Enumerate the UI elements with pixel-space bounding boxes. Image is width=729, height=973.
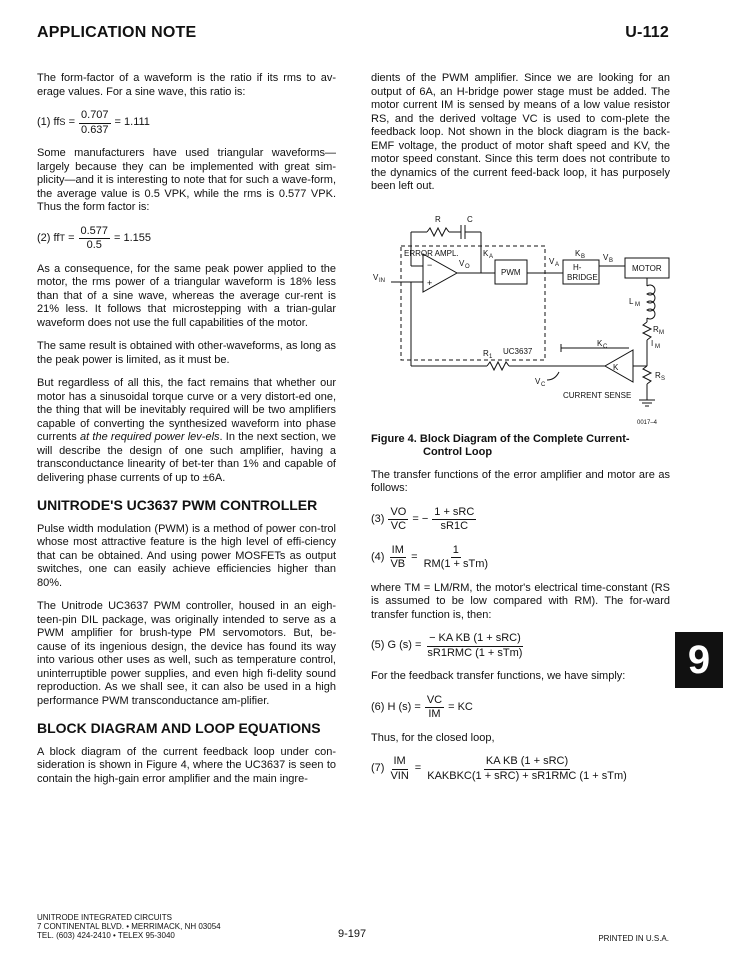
paragraph: For the feedback transfer functions, we have simply: — [371, 670, 626, 682]
equation-4: (4) $\frac{IM}{VB}$ = $\frac{1}{\text{RM(1 + sTm)}}$ — [371, 543, 489, 570]
svg-text:B: B — [581, 253, 586, 260]
error-amp-label: ERROR AMPL. — [404, 248, 459, 258]
equation-6: (6) H (s) = $\frac{VC}{IM}$ = KC — [371, 693, 473, 720]
svg-text:M: M — [635, 301, 640, 308]
paragraph: The transfer functions of the error amplifier and motor are as follows: — [371, 468, 670, 494]
svg-text:A: A — [555, 261, 560, 268]
footer-address: UNITRODE INTEGRATED CIRCUITS 7 CONTINENTAL BLVD. • MERRIMACK, NH 03054 TEL. (603) 424-2410 • TELEX 95-3040 — [37, 913, 221, 940]
svg-text:+: + — [427, 277, 433, 288]
equation-5: (5) G (s) = $\frac{\text{− KA KB (1 + sRC)}}{\text{sR1RMC (1 + sTm)}}$ — [371, 632, 523, 659]
h-bridge-label: BRIDGE — [567, 272, 598, 282]
right-column — [371, 72, 670, 793]
paragraph: Thus, for the closed loop, — [371, 731, 495, 744]
c-label: C — [467, 214, 473, 224]
svg-text:1: 1 — [489, 353, 493, 360]
svg-text:V: V — [459, 258, 465, 268]
section-heading: BLOCK DIAGRAM AND LOOP EQUATIONS — [37, 720, 321, 736]
paragraph: The same result is obtained with other-waveforms, as long as the peak power is limited, as it must be. — [37, 340, 336, 366]
block-diagram — [371, 204, 671, 429]
svg-text:I: I — [651, 338, 654, 348]
svg-text:R: R — [653, 324, 659, 334]
chip-label: UC3637 — [503, 346, 533, 356]
svg-text:R: R — [655, 370, 661, 380]
section-tab: 9 — [675, 632, 723, 688]
header-title: APPLICATION NOTE — [37, 24, 197, 41]
svg-text:L: L — [629, 296, 634, 306]
svg-text:M: M — [655, 343, 660, 350]
paragraph: Pulse width modulation (PWM) is a method of power con-trol whose most attractive feature is the high level of effi-ciency that can be obtained. And using power MOSFETs as output switches, one can easily achieve efficiencies higher than 80%. — [37, 522, 336, 589]
equation-2: (2) ff T = $\frac{0.577}{0.5}$ = 1.155 — [37, 224, 152, 251]
svg-text:O: O — [465, 263, 470, 270]
r-label: R — [435, 214, 441, 224]
equation-7: (7) $\frac{IM}{\text{VIN}}$ = $\frac{\text{KA KB (1 + sRC)}}{\text{KAKBKC(1 + sRC) + sR1RMC (1 + sTm)}}$ — [371, 755, 627, 782]
svg-text:A: A — [489, 253, 494, 260]
svg-text:IN: IN — [379, 277, 385, 284]
paragraph: A block diagram of the current feedback loop under con-sideration is shown in Figure 4, where the UC3637 is seen to contain the high-gain error amplifier and the main ingre- — [37, 745, 336, 785]
svg-text:K: K — [597, 338, 603, 348]
paragraph: But regardless of all this, the fact remains that whether our motor has a sinusoidal torque curve or a very distort-ed one, the thing that will be inevitably required will be two amplifiers capable of converting the synthesized waveform into phase currents at the required power lev-els. In the next section, we will describe the design of one such amplifier, having a transconductance linearity of bet-ter than 1% and capable of delivering phase currents of up to ±6A. — [37, 377, 336, 484]
page-number: 9-197 — [338, 928, 367, 940]
section-heading: UNITRODE'S UC3637 PWM CONTROLLER — [37, 497, 318, 513]
svg-text:K: K — [575, 248, 581, 258]
svg-text:S: S — [661, 375, 666, 382]
svg-text:V: V — [549, 256, 555, 266]
svg-text:H-: H- — [573, 262, 582, 272]
pwm-label: PWM — [501, 267, 521, 277]
paragraph: Some manufacturers have used triangular waveforms—largely because they can be implemented with great sim-plicity—and it is interesting to note that for such a wave-form, the average value is 0.5 VPK, while the rms is 0.577 VPK. Thus the form factor is: — [37, 147, 336, 213]
svg-text:C: C — [541, 381, 546, 388]
header-doc-number: U-112 — [625, 24, 669, 41]
paragraph: where TM = LM/RM, the motor's electrical time-constant (RS is assumed to be low compared with RM). The for-ward transfer function is, then: — [371, 581, 670, 621]
figure-caption: Figure 4. Block Diagram of the Complete Current- Control Loop — [371, 432, 630, 458]
paragraph: The form-factor of a waveform is the ratio if its rms to av-erage values. For a sine wave, this ratio is: — [37, 72, 336, 98]
paragraph: dients of the PWM amplifier. Since we are looking for an output of 6A, an H-bridge power stage must be added. The motor current IM is sensed by means of a low value resistor RS, and the derived voltage VC is used to com-plete the feedback loop. Not shown in the block diagram is the back-EMF voltage, the product of motor shaft speed and KV, the motor speed constant. Since this term does not contribute to the dynamics of the current feed-back loop, it has purposely been left out. — [371, 72, 670, 192]
motor-label: MOTOR — [632, 263, 662, 273]
left-column — [37, 72, 336, 796]
svg-text:V: V — [373, 272, 379, 282]
svg-text:V: V — [535, 376, 541, 386]
paragraph: As a consequence, for the same peak power applied to the motor, the rms power of a triangular waveform is 18% less than that of a sine wave, whereas the average cur-rent is 21% less. It follows that microstepping with a trian-gular waveform does not use the full capabilities of the motor. — [37, 262, 336, 329]
svg-text:V: V — [603, 252, 609, 262]
equation-1: (1) ff S = $\frac{0.707}{0.637}$ = 1.111 — [37, 109, 150, 136]
svg-text:0017–4: 0017–4 — [637, 419, 658, 426]
svg-text:C: C — [603, 343, 608, 350]
current-sense-label: CURRENT SENSE — [563, 390, 632, 400]
svg-text:R: R — [483, 348, 489, 358]
equation-3: (3) $\frac{VO}{VC}$ = − $\frac{\text{1 + sRC}}{sR1C}$ — [371, 505, 475, 532]
svg-text:K: K — [483, 248, 489, 258]
svg-text:−: − — [427, 259, 433, 270]
printed-note: PRINTED IN U.S.A. — [598, 934, 669, 943]
svg-text:M: M — [659, 329, 664, 336]
svg-text:K: K — [613, 362, 619, 372]
svg-text:B: B — [609, 257, 614, 264]
paragraph: The Unitrode UC3637 PWM controller, housed in an eigh-teen-pin DIL package, was originally intended to serve as a PWM amplifier for brush-type PM servomotors. But, be-cause of its ingenious design, the device has found its way into various other uses as well, such as temperature control, uninterruptible power supplies, and even high fi-delity sound reproduction. As we shall see, it can also be used in a high performance PWM transconductance am-plifier. — [37, 600, 336, 707]
